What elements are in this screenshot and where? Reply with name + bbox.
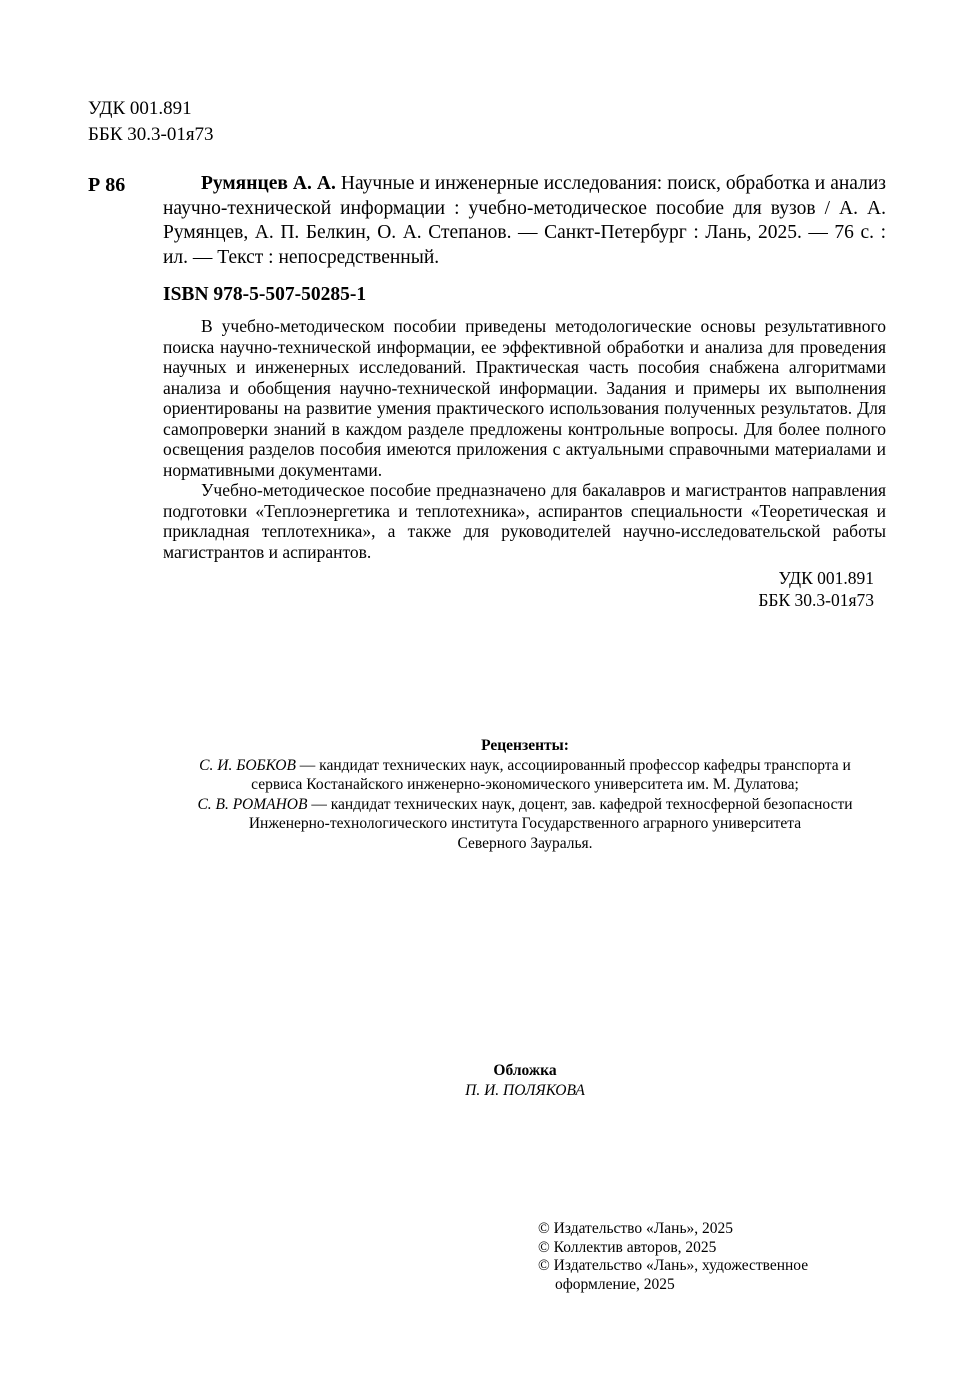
- reviewer-2-name: С. В. РОМАНОВ: [197, 795, 308, 813]
- reviewer-1-line-2: сервиса Костанайского инженерно-экономического университета им. М. Дулатова;: [251, 776, 799, 793]
- cover-credit: [300, 1061, 750, 1100]
- classification-codes-repeat: [758, 567, 874, 611]
- bbk-code: ББК 30.3-01я73: [88, 124, 214, 145]
- annotation-paragraph-2: Учебно-методическое пособие предназначено для бакалавров и магистрантов направления подготовки «Теплоэнергетика и теплотехника», аспирантов специальности «Теоретическая и прикладная теплотехника», а также для руководителей научно-исследовательской работы магистрантов и аспирантов.: [163, 480, 886, 562]
- annotation-paragraph-1: В учебно-методическом пособии приведены методологические основы результативного поиска научно-технической информации, ее эффективной обработки и анализа для проведения научных и инженерных исследований. Практическая часть пособия снабжена алгоритмами анализа и обобщения научно-технической информации. Задания и примеры их выполнения ориентированы на развитие умения практического использования полученных результатов. Для самопроверки знаний в каждом разделе предложены контрольные вопросы. Для более полного освещения разделов пособия имеются приложения с актуальными справочными материалами и нормативными документами.: [163, 316, 886, 480]
- bibliographic-record: [163, 172, 886, 270]
- udk-code: УДК 001.891: [88, 98, 192, 119]
- reviewer-2-desc: — кандидат технических наук, доцент, зав. кафедрой техносферной безопасности: [307, 795, 853, 813]
- cover-heading: Обложка: [493, 1062, 557, 1079]
- reviewer-2-line-2: Инженерно-технологического института Государственного аграрного университета: [248, 815, 802, 832]
- biblio-description: Научные и инженерные исследования: поиск, обработка и анализ научно-технической информации : учебно-методическое пособие для вузов / А. А. Румянцев, А. П. Белкин, О. А. Степанов. — Санкт-Петербург : Лань, 2025. — 76 с. : ил. — Текст : непосредственный.: [163, 173, 886, 268]
- reviewer-1-line-1: [150, 756, 900, 776]
- cover-designer: П. И. ПОЛЯКОВА: [465, 1081, 585, 1099]
- reviewers-heading: Рецензенты:: [481, 737, 569, 754]
- copyright-line-2: © Коллектив авторов, 2025: [538, 1238, 717, 1256]
- reviewer-1-desc: — кандидат технических наук, ассоциированный профессор кафедры транспорта и: [295, 756, 851, 774]
- reviewer-2-line-3: Северного Зауралья.: [457, 834, 593, 852]
- reviewers-block: [150, 736, 900, 853]
- classification-codes: [88, 96, 214, 148]
- copyright-line-4: оформление, 2025: [555, 1275, 675, 1293]
- copyright-line-1: © Издательство «Лань», 2025: [538, 1220, 734, 1237]
- biblio-author: Румянцев А. А.: [201, 173, 336, 194]
- reviewer-1-name: С. И. БОБКОВ: [199, 756, 296, 774]
- annotation: [163, 316, 886, 562]
- copyright-block: [538, 1220, 808, 1294]
- udk-code-repeat: УДК 001.891: [778, 568, 874, 588]
- copyright-line-3: © Издательство «Лань», художественное: [538, 1257, 809, 1274]
- bbk-code-repeat: ББК 30.3-01я73: [758, 590, 874, 610]
- isbn: ISBN 978-5-507-50285-1: [163, 284, 367, 305]
- author-mark: Р 86: [88, 174, 126, 196]
- reviewer-2-line-1: [150, 795, 900, 815]
